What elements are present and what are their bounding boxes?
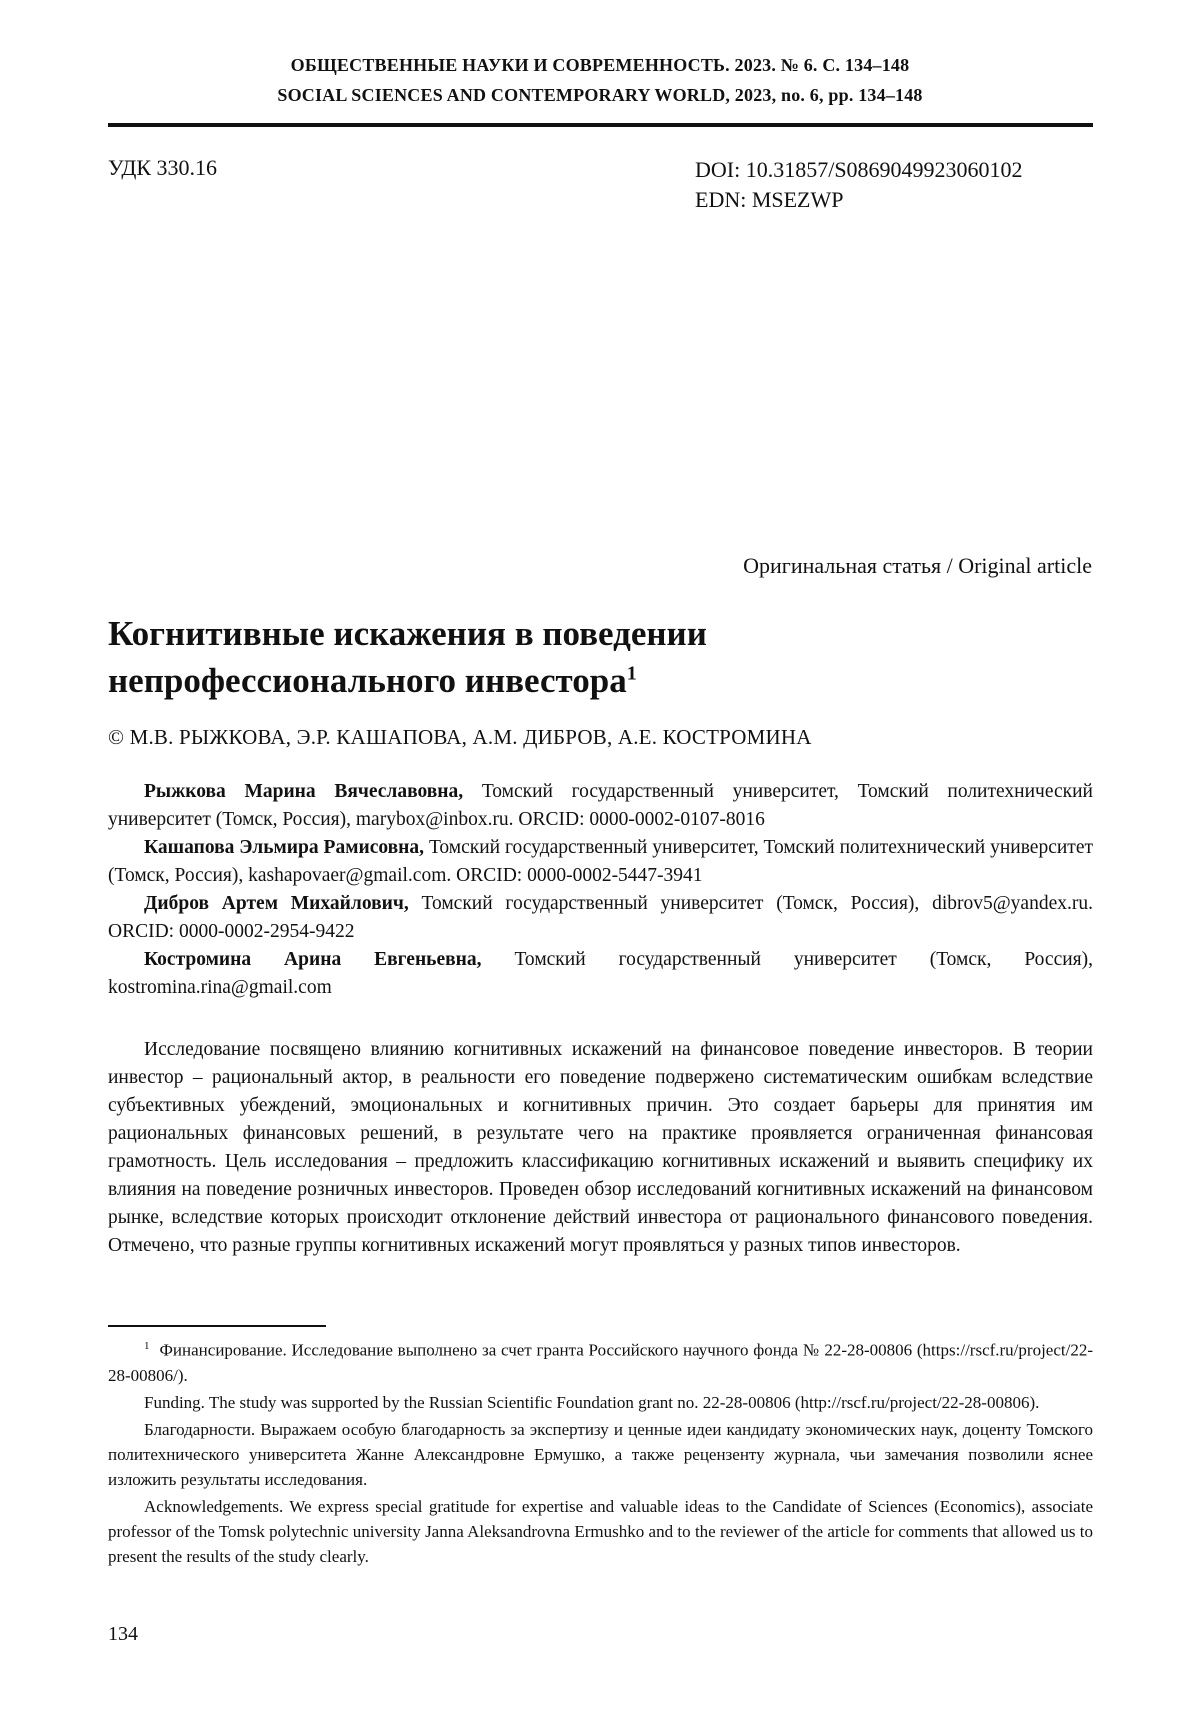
journal-title-ru: ОБЩЕСТВЕННЫЕ НАУКИ И СОВРЕМЕННОСТЬ. 2023. № 6. С. 134–148 bbox=[290, 55, 910, 75]
abstract: Исследование посвящено влиянию когнитивных искажений на финансовое поведение инвесторов. В теории инвестор – рациональный актор, в реальности его поведение подвержено систематическим ошибкам вследствие субъективных убеждений, эмоциональных и когнитивных причин. Это создает барьеры для принятия им рациональных финансовых решений, в результате чего на практике проявляется ограниченная финансовая грамотность. Цель исследования – предложить классификацию когнитивных искажений и выявить специфику их влияния на поведение розничных инвесторов. Проведен обзор исследований когнитивных искажений на финансовом рынке, вследствие которых происходит отклонение действий инвестора от рационального финансового поведения. Отмечено, что разные группы когнитивных искажений могут проявляться у разных типов инвесторов. bbox=[108, 1039, 1093, 1256]
author-affiliations bbox=[108, 778, 1093, 1002]
footnotes bbox=[108, 1334, 1093, 1571]
title-footnote-mark[interactable]: 1 bbox=[626, 662, 637, 685]
journal-header bbox=[0, 50, 1200, 110]
author-name: Кашапова Эльмира Рамисовна, bbox=[144, 837, 425, 858]
title-line-2: непрофессионального инвестора bbox=[108, 661, 627, 700]
doi[interactable]: DOI: 10.31857/S0869049923060102 bbox=[695, 157, 1023, 182]
author-byline: © М.В. РЫЖКОВА, Э.Р. КАШАПОВА, А.М. ДИБРОВ, А.Е. КОСТРОМИНА bbox=[108, 725, 812, 749]
article-type: Оригинальная статья / Original article bbox=[743, 553, 1092, 578]
header-divider bbox=[108, 123, 1093, 127]
page-number: 134 bbox=[108, 1623, 138, 1645]
identifiers bbox=[695, 155, 1023, 215]
author-details: Томский государственный университет (Томск, Россия), kostromina.rina@gmail.com bbox=[108, 949, 1093, 998]
footnote-ack-ru: Благодарности. Выражаем особую благодарность за экспертизу и ценные идеи кандидату экономических наук, доценту Томского политехнического университета Жанне Александровне Ермушко, а также рецензенту журнала, чьи замечания позволили яснее изложить результаты исследования. bbox=[108, 1419, 1093, 1489]
footnote-divider bbox=[108, 1325, 326, 1327]
journal-title-en: SOCIAL SCIENCES AND CONTEMPORARY WORLD, 2023, no. 6, pp. 134–148 bbox=[277, 85, 923, 105]
author-name: Дибров Артем Михайлович, bbox=[144, 893, 409, 914]
author-entry bbox=[108, 946, 1093, 1002]
edn: EDN: MSEZWP bbox=[695, 187, 844, 212]
footnote-ack-en: Acknowledgements. We express special gratitude for expertise and valuable ideas to the Candidate of Sciences (Economics), associate professor of the Tomsk polytechnic university Janna Aleksandrovna Ermushko and to the reviewer of the article for comments that allowed us to present the results of the study clearly. bbox=[108, 1496, 1093, 1566]
author-entry bbox=[108, 778, 1093, 834]
udc-code: УДК 330.16 bbox=[108, 155, 218, 180]
author-entry bbox=[108, 834, 1093, 890]
footnote-funding-en: Funding. The study was supported by the Russian Scientific Foundation grant no. 22-28-00806 (http://rscf.ru/project/22-28-00806). bbox=[144, 1392, 1040, 1412]
author-name: Костромина Арина Евгеньевна, bbox=[144, 949, 482, 970]
article-title bbox=[108, 610, 1093, 704]
author-details: Томский государственный университет, Томский политехнический университет (Томск, Россия), marybox@inbox.ru. ORCID: 0000-0002-0107-8016 bbox=[108, 781, 1093, 830]
author-details: Томский государственный университет (Томск, Россия), dibrov5@yandex.ru. ORCID: 0000-0002-2954-9422 bbox=[108, 893, 1093, 942]
footnote-funding-ru: $^1$ Финансирование. Исследование выполнено за счет гранта Российского научного фонда № 22-28-00806 (https://rscf.ru/project/22-28-00806/). bbox=[108, 1340, 1093, 1385]
footnote-mark: 1 bbox=[144, 1340, 150, 1352]
author-name: Рыжкова Марина Вячеславовна, bbox=[144, 781, 464, 802]
author-entry bbox=[108, 890, 1093, 946]
title-line-1: Когнитивные искажения в поведении bbox=[108, 614, 707, 653]
author-details: Томский государственный университет, Томский политехнический университет (Томск, Россия), kashapovaer@gmail.com. ORCID: 0000-0002-5447-3941 bbox=[108, 837, 1093, 886]
